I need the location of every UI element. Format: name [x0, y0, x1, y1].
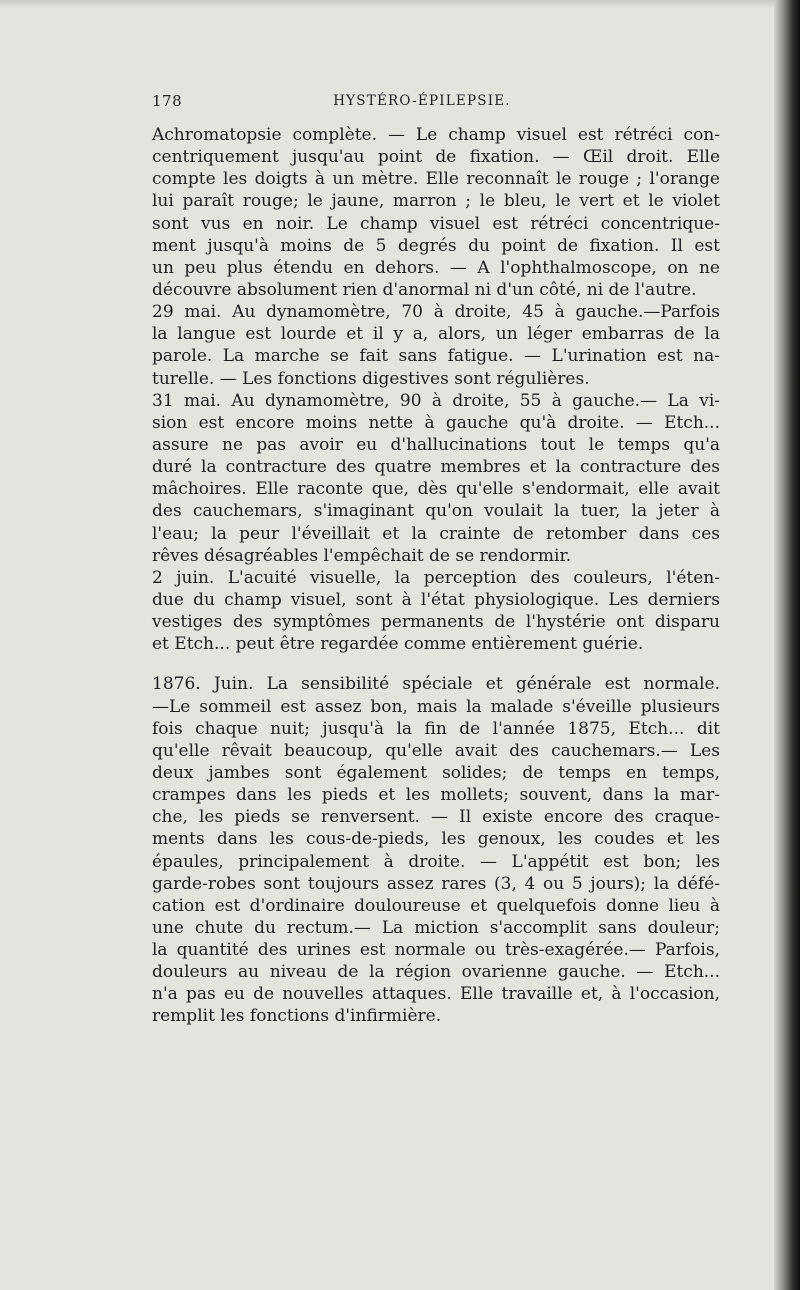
text-line: che, les pieds se renversent. — Il existe encore des craque- — [152, 807, 720, 828]
text-line: sion est encore moins nette à gauche qu'à droite. — Etch... — [152, 412, 720, 433]
text-line: —Le sommeil est assez bon, mais la malade s'éveille plusieurs — [152, 696, 720, 717]
text-line: sont vus en noir. Le champ visuel est rétréci concentrique- — [152, 213, 720, 234]
paragraph-achromatopsie — [152, 124, 720, 301]
text-line: parole. La marche se fait sans fatigue. — L'urination est na- — [152, 346, 720, 367]
text-line: rêves désagréables l'empêchait de se rendormir. — [152, 545, 572, 566]
page-top-shadow — [0, 0, 800, 8]
text-line: ments dans les cous-de-pieds, les genoux, les coudes et les — [152, 829, 720, 850]
text-line: lui paraît rouge; le jaune, marron ; le bleu, le vert et le violet — [152, 191, 720, 212]
text-line: l'eau; la peur l'éveillait et la crainte de retomber dans ces — [152, 523, 720, 544]
text-line: assure ne pas avoir eu d'hallucinations tout le temps qu'a — [152, 434, 720, 455]
text-line: 2 juin. L'acuité visuelle, la perception des couleurs, l'éten- — [152, 567, 720, 588]
text-line: 31 mai. Au dynamomètre, 90 à droite, 55 à gauche.— La vi- — [152, 390, 720, 411]
text-line: 29 mai. Au dynamomètre, 70 à droite, 45 à gauche.—Parfois — [152, 302, 720, 323]
paragraph-1876-juin — [152, 673, 720, 1027]
text-line: des cauchemars, s'imaginant qu'on voulait la tuer, la jeter à — [152, 501, 720, 522]
text-line: découvre absolument rien d'anormal ni d'un côté, ni de l'autre. — [152, 279, 697, 300]
text-line: qu'elle rêvait beaucoup, qu'elle avait des cauchemars.— Les — [152, 740, 720, 761]
page-binding-shadow — [774, 0, 800, 1290]
page-number: 178 — [152, 92, 183, 110]
text-line: un peu plus étendu en dehors. — A l'ophthalmoscope, on ne — [152, 257, 720, 278]
text-line: la quantité des urines est normale ou très-exagérée.— Parfois, — [152, 940, 720, 961]
paragraph-31-mai — [152, 390, 720, 567]
body-text — [152, 124, 720, 1028]
text-line: garde-robes sont toujours assez rares (3, 4 ou 5 jours); la défé- — [152, 873, 720, 894]
text-line: vestiges des symptômes permanents de l'hystérie ont disparu — [152, 612, 720, 633]
text-line: crampes dans les pieds et les mollets; souvent, dans la mar- — [152, 785, 720, 806]
text-line: remplit les fonctions d'infirmière. — [152, 1006, 442, 1027]
text-line: turelle. — Les fonctions digestives sont régulières. — [152, 368, 590, 389]
text-line: centriquement jusqu'au point de fixation. — Œil droit. Elle — [152, 147, 720, 168]
text-line: cation est d'ordinaire douloureuse et quelquefois donne lieu à — [152, 895, 720, 916]
text-line: douleurs au niveau de la région ovarienne gauche. — Etch... — [152, 962, 720, 983]
text-line: due du champ visuel, sont à l'état physiologique. Les derniers — [152, 589, 720, 610]
text-line: et Etch... peut être regardée comme entièrement guérie. — [152, 634, 644, 655]
text-line: compte les doigts à un mètre. Elle reconnaît le rouge ; l'orange — [152, 169, 720, 190]
text-line: une chute du rectum.— La miction s'accomplit sans douleur; — [152, 917, 720, 938]
text-line: ment jusqu'à moins de 5 degrés du point de fixation. Il est — [152, 235, 720, 256]
paragraph-29-mai — [152, 301, 720, 390]
paragraph-gap — [152, 655, 720, 673]
paragraph-2-juin — [152, 567, 720, 656]
text-line: mâchoires. Elle raconte que, dès qu'elle s'endormait, elle avait — [152, 479, 720, 500]
text-line: la langue est lourde et il y a, alors, un léger embarras de la — [152, 324, 720, 345]
text-line: fois chaque nuit; jusqu'à la fin de l'année 1875, Etch... dit — [152, 718, 720, 739]
text-line: duré la contracture des quatre membres et la contracture des — [152, 457, 720, 478]
text-line: n'a pas eu de nouvelles attaques. Elle travaille et, à l'occasion, — [152, 984, 720, 1005]
text-line: Achromatopsie complète. — Le champ visuel est rétréci con- — [152, 125, 720, 145]
text-line: 1876. Juin. La sensibilité spéciale et générale est normale. — [152, 674, 720, 695]
text-line: deux jambes sont également solides; de temps en temps, — [152, 762, 720, 783]
text-line: épaules, principalement à droite. — L'appétit est bon; les — [152, 851, 720, 872]
page-header — [152, 92, 692, 116]
running-head: HYSTÉRO-ÉPILEPSIE. — [333, 93, 511, 109]
